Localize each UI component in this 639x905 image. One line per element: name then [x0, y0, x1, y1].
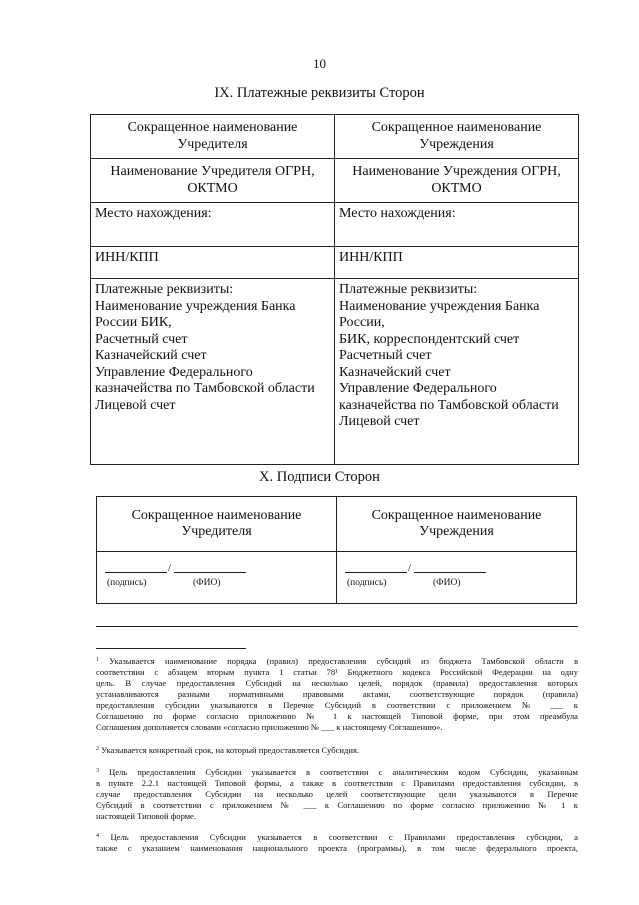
- content-divider: [96, 626, 578, 627]
- institution-fio-caption: (ФИО): [433, 578, 461, 588]
- institution-location-label: Место нахождения:: [335, 203, 579, 247]
- footnote-3-mark: 3: [96, 768, 99, 774]
- footnote-4-mark: 4: [96, 833, 99, 839]
- footnote-3: $^3$ Цель предоставления Субсидии указывается в соответствии с аналитическим кодом Субсидии, указанным в пункте 2.2.1 настоящей Типовой формы, а также в соответствии с Правилами предоставления субсидии, в случае предоставления Субсидии на несколько целей соответствующие цели указываются в Перечне Субсидий в соответствии с приложением № ___ к Соглашению по форме согласно приложению № 1 к настоящей Типовой форме.: [96, 767, 578, 821]
- section-10-title: X. Подписи Сторон: [259, 469, 380, 485]
- institution-name-ogrn-oktmo: Наименование Учреждения ОГРН, ОКТМО: [335, 159, 579, 203]
- payment-details-table: [90, 114, 579, 465]
- institution-inn-kpp-label: ИНН/КПП: [335, 247, 579, 279]
- footnote-4: $^4$ Цель предоставления Субсидии указывается в соответствии с Правилами предоставления субсидии, а также с указанием наименования национального проекта (программы), в том числе федерального проекта,: [96, 832, 578, 853]
- founder-signature-slash: /: [168, 562, 172, 574]
- institution-signature-caption: (подпись): [347, 578, 387, 588]
- institution-signature-line[interactable]: [345, 572, 407, 573]
- founder-fio-caption: (ФИО): [193, 578, 221, 588]
- institution-fio-line[interactable]: [414, 572, 486, 573]
- footnote-1: $^1$ Указывается наименование порядка (правил) предоставления субсидий из бюджета Тамбовской области в соответствии с абзацем вторым пункта 1 статьи 78¹ Бюджетного кодекса Российской Федерации на одну цель. В случае предоставления Субсидий на несколько целей, порядок (правила) предоставления которых устанавливаются разными нормативными правовыми актами, соответствующие порядок (правила) предоставления субсидии указываются в Перечне Субсидий в соответствии с приложением № ___ к Соглашению по форме согласно приложению № 1 к настоящей Типовой форме, при этом преамбула Соглашения дополняется словами «согласно приложению № ___ к настоящему Соглашению».: [96, 656, 578, 732]
- founder-signature-block: [97, 552, 337, 604]
- section-9-title: IX. Платежные реквизиты Сторон: [214, 85, 425, 101]
- footnote-2-mark: 2: [96, 746, 99, 752]
- signatures-table: [96, 496, 577, 604]
- founder-inn-kpp-label: ИНН/КПП: [91, 247, 335, 279]
- founder-signature-caption: (подпись): [107, 578, 147, 588]
- institution-signature-header: Сокращенное наименование Учреждения: [337, 497, 577, 552]
- footnote-1-mark: 1: [96, 657, 99, 663]
- institution-payment-details: Платежные реквизиты: Наименование учреждения Банка России, БИК, корреспондентский счет Расчетный счет Казначейский счет Управление Федерального казначейства по Тамбовской области Лицевой счет: [335, 279, 579, 465]
- page-number: 10: [313, 56, 326, 71]
- founder-name-ogrn-oktmo: Наименование Учредителя ОГРН, ОКТМО: [91, 159, 335, 203]
- institution-signature-block: [337, 552, 577, 604]
- footnote-separator: [96, 648, 246, 649]
- founder-signature-line[interactable]: [105, 572, 167, 573]
- footnote-2: $^2$ Указывается конкретный срок, на который предоставляется Субсидия.: [96, 745, 360, 755]
- founder-location-label: Место нахождения:: [91, 203, 335, 247]
- founder-payment-details: Платежные реквизиты: Наименование учреждения Банка России БИК, Расчетный счет Казначейский счет Управление Федерального казначейства по Тамбовской области Лицевой счет: [91, 279, 335, 465]
- institution-signature-slash: /: [408, 562, 412, 574]
- institution-short-name-header: Сокращенное наименование Учреждения: [335, 115, 579, 159]
- founder-fio-line[interactable]: [174, 572, 246, 573]
- founder-signature-header: Сокращенное наименование Учредителя: [97, 497, 337, 552]
- founder-short-name-header: Сокращенное наименование Учредителя: [91, 115, 335, 159]
